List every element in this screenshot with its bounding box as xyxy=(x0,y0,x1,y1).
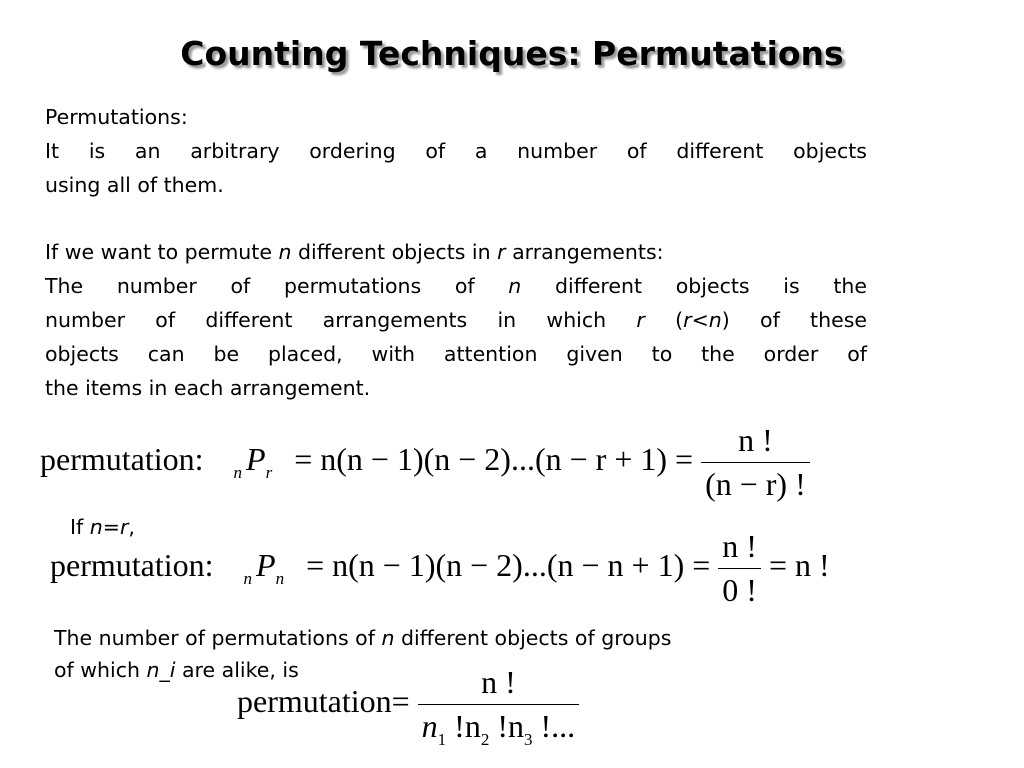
groups-line-1 xyxy=(54,622,671,654)
formula-label: permutation: xyxy=(50,546,214,583)
fraction xyxy=(418,664,579,749)
subscript-r: r xyxy=(265,462,273,482)
fraction-numerator: n ! xyxy=(722,528,757,564)
denominator-segment: !n xyxy=(489,708,524,744)
text-segment: If xyxy=(70,515,90,539)
var-n: n xyxy=(278,240,292,264)
fraction-numerator: n ! xyxy=(481,664,516,700)
text-segment: The number of permutations of xyxy=(45,274,509,298)
formula-label: permutation= xyxy=(237,682,410,719)
explanation-block xyxy=(45,235,867,405)
explanation-line-4: objects can be placed, with attention given to the order of xyxy=(45,342,867,366)
product-expression: = n(n − 1)(n − 2)...(n − n + 1) = xyxy=(306,546,711,583)
subscript-2: 2 xyxy=(480,730,490,749)
condition-expression: n=r xyxy=(89,515,129,539)
product-expression: = n(n − 1)(n − 2)...(n − r + 1) = xyxy=(294,440,694,477)
slide-title: Counting Techniques: Permutations xyxy=(180,34,844,73)
symbol-P: P xyxy=(256,546,276,583)
text-segment: ) of these xyxy=(721,308,867,332)
text-segment: different objects in xyxy=(291,240,498,264)
fraction-denominator: 0 ! xyxy=(718,568,761,609)
subscript-n: n xyxy=(243,568,253,588)
explanation-line-1 xyxy=(45,235,867,269)
var-n: n xyxy=(508,274,522,298)
var-n: n xyxy=(381,626,395,650)
var-n: n xyxy=(421,708,438,744)
text-segment: arrangements: xyxy=(505,240,664,264)
formula-permutation-nPn xyxy=(50,528,830,609)
subscript-n: n xyxy=(233,462,243,482)
text-segment: are alike, is xyxy=(175,658,299,682)
fraction-denominator xyxy=(418,704,579,749)
fraction-denominator: (n − r) ! xyxy=(701,462,810,503)
result-expression: = n ! xyxy=(768,546,830,583)
inequality: r<n xyxy=(683,308,722,332)
subscript-n: n xyxy=(275,568,285,588)
var-n-i: n_i xyxy=(146,658,176,682)
definition-line-2: using all of them. xyxy=(45,173,224,197)
text-segment: ( xyxy=(644,308,684,332)
denominator-segment: !n xyxy=(446,708,481,744)
explanation-line-3 xyxy=(45,303,867,337)
fraction xyxy=(718,528,761,609)
text-segment: If we want to permute xyxy=(45,240,279,264)
formula-permutation-groups xyxy=(237,664,579,749)
text-segment: different objects of groups xyxy=(394,626,672,650)
definition-heading: Permutations: xyxy=(45,105,188,129)
text-segment: , xyxy=(128,515,135,539)
symbol-P: P xyxy=(246,440,266,477)
text-segment: different objects is the xyxy=(521,274,867,298)
explanation-line-5: the items in each arrangement. xyxy=(45,376,371,400)
text-segment: The number of permutations of xyxy=(54,626,382,650)
formula-label: permutation: xyxy=(40,440,204,477)
var-r: r xyxy=(636,308,645,332)
denominator-segment: !... xyxy=(532,708,576,744)
definition-line-1: It is an arbitrary ordering of a number of different objects xyxy=(45,139,867,163)
definition-block xyxy=(45,100,867,202)
text-segment: of which xyxy=(54,658,147,682)
formula-permutation-nPr xyxy=(40,422,810,503)
explanation-line-2 xyxy=(45,269,867,303)
var-r: r xyxy=(497,240,506,264)
subscript-3: 3 xyxy=(523,730,533,749)
text-segment: number of different arrangements in which xyxy=(45,308,637,332)
fraction-numerator: n ! xyxy=(738,422,773,458)
fraction xyxy=(701,422,810,503)
subscript-1: 1 xyxy=(437,730,447,749)
